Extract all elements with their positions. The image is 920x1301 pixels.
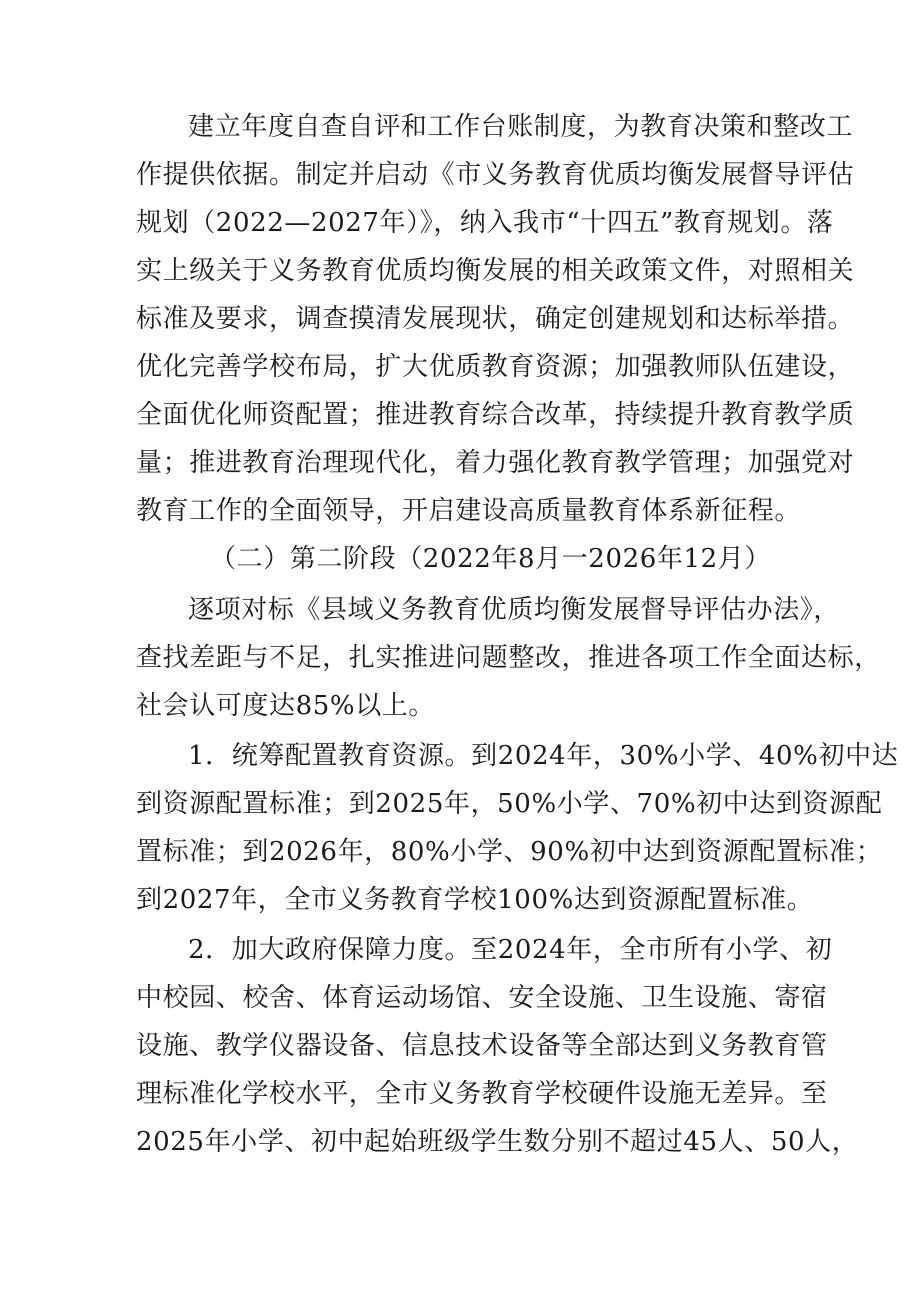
text-line: 设施、教学仪器设备、信息技术设备等全部达到义务教育管 (136, 1031, 828, 1061)
text-line: 社会认可度达85%以上。 (136, 691, 435, 721)
text-line: 置标准；到2026年，80%小学、90%初中达到资源配置标准； (136, 837, 883, 867)
text-line: 2．加大政府保障力度。至2024年，全市所有小学、初 (188, 935, 833, 965)
text-line: 实上级关于义务教育优质均衡发展的相关政策文件，对照相关 (136, 256, 855, 286)
text-line: 到2027年，全市义务教育学校100%达到资源配置标准。 (136, 885, 814, 915)
text-line: 1．统筹配置教育资源。到2024年，30%小学、40%初中达 (188, 741, 899, 771)
text-line: 全面优化师资配置；推进教育综合改革，持续提升教育教学质 (136, 400, 855, 430)
text-line: 作提供依据。制定并启动《市义务教育优质均衡发展督导评估 (136, 160, 855, 190)
text-line: 中校园、校舍、体育运动场馆、安全设施、卫生设施、寄宿 (136, 983, 828, 1013)
text-line: 建立年度自查自评和工作台账制度，为教育决策和整改工 (188, 112, 854, 142)
text-line: 标准及要求，调查摸清发展现状，确定创建规划和达标举措。 (136, 304, 855, 334)
text-line: 到资源配置标准；到2025年，50%小学、70%初中达到资源配 (136, 789, 883, 819)
text-line: 理标准化学校水平，全市义务教育学校硬件设施无差异。至 (136, 1079, 828, 1109)
text-line: 优化完善学校布局，扩大优质教育资源；加强教师队伍建设， (136, 352, 855, 382)
text-line: 量；推进教育治理现代化，着力强化教育教学管理；加强党对 (136, 448, 855, 478)
section-heading: （二）第二阶段（2022年8月一2026年12月） (210, 544, 771, 574)
text-line: 查找差距与不足，扎实推进问题整改，推进各项工作全面达标， (136, 643, 881, 673)
text-line: 2025年小学、初中起始班级学生数分别不超过45人、50人， (136, 1127, 859, 1157)
text-line: 逐项对标《县域义务教育优质均衡发展督导评估办法》， (188, 595, 841, 625)
text-line: 规划（2022—2027年）》，纳入我市“十四五”教育规划。落 (136, 208, 834, 238)
text-line: 教育工作的全面领导，开启建设高质量教育体系新征程。 (136, 496, 802, 526)
